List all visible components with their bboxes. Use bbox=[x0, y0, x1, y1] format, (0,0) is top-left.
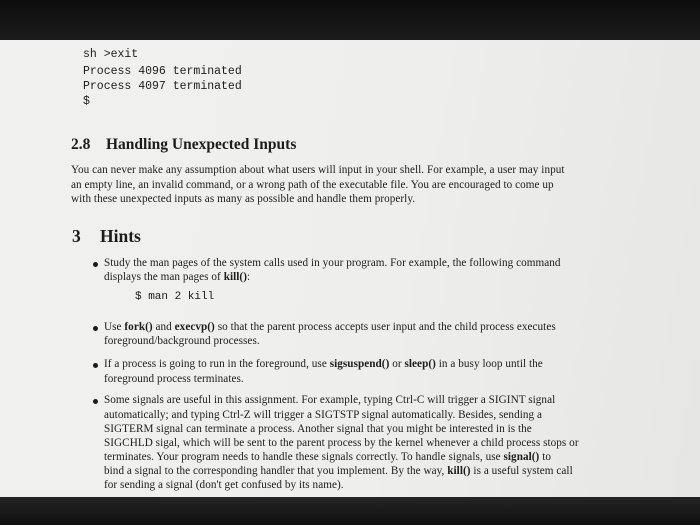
hint-line: for sending a signal (don't get confused by its name). bbox=[104, 479, 344, 491]
section-title: Hints bbox=[100, 226, 141, 246]
hint-line: automatically; and typing Ctrl-Z will trigger a SIGTSTP signal automatically. Besides, sending a bbox=[104, 409, 543, 421]
hint-line: SIGCHLD sigal, which will be sent to the parent process by the kernel whenever a child process stops or bbox=[104, 437, 579, 449]
kill-function: kill() bbox=[223, 271, 247, 283]
hint-line: foreground process terminates. bbox=[104, 373, 244, 385]
paragraph-line: with these unexpected inputs as many as possible and handle them properly. bbox=[71, 193, 416, 205]
bullet-icon bbox=[93, 326, 98, 331]
hint-line: If a process is going to run in the foreground, use sigsuspend() or sleep() in a busy loop until the bbox=[104, 358, 543, 370]
man-command: $ man 2 kill bbox=[135, 291, 215, 303]
hint-line: bind a signal to the corresponding handler that you implement. By the way, kill() is a useful system call bbox=[104, 465, 573, 477]
fork-function: fork() bbox=[124, 321, 153, 333]
hint-line: foreground/background processes. bbox=[104, 335, 260, 347]
execvp-function: execvp() bbox=[174, 321, 215, 333]
signal-function: signal() bbox=[503, 451, 540, 463]
kill-function: kill() bbox=[447, 465, 471, 477]
monitor-bezel-top bbox=[0, 0, 700, 40]
monitor-bezel-bottom bbox=[0, 497, 700, 525]
sigsuspend-function: sigsuspend() bbox=[329, 358, 390, 370]
hint-line: Use fork() and execvp() so that the parent process accepts user input and the child process executes bbox=[104, 321, 556, 333]
bullet-icon bbox=[93, 262, 98, 267]
hint-line: Some signals are useful in this assignment. For example, typing Ctrl-C will trigger a SIGINT signal bbox=[104, 394, 556, 406]
bullet-icon bbox=[93, 363, 98, 368]
hint-line: Study the man pages of the system calls used in your program. For example, the following command bbox=[104, 257, 561, 269]
bullet-icon bbox=[93, 399, 98, 404]
hint-line: displays the man pages of kill(): bbox=[104, 271, 251, 283]
code-line: $ bbox=[83, 95, 90, 108]
sleep-function: sleep() bbox=[404, 358, 436, 370]
hint-line: terminates. Your program needs to handle these signals correctly. To handle signals, use signal() to bbox=[104, 451, 551, 463]
section-number: 3 bbox=[72, 226, 81, 246]
code-line: Process 4096 terminated bbox=[83, 65, 242, 78]
section-number: 2.8 bbox=[71, 136, 91, 153]
section-title: Handling Unexpected Inputs bbox=[106, 136, 297, 153]
code-line: sh >exit bbox=[83, 48, 139, 61]
paragraph-line: You can never make any assumption about what users will input in your shell. For example, a user may input bbox=[71, 164, 565, 176]
hint-line: SIGTERM signal can terminate a process. Another signal that you might be interested in is the bbox=[104, 423, 532, 435]
document-page bbox=[0, 40, 700, 497]
paragraph-line: an empty line, an invalid command, or a wrong path of the executable file. You are encouraged to come up bbox=[71, 179, 554, 191]
code-line: Process 4097 terminated bbox=[83, 80, 242, 93]
